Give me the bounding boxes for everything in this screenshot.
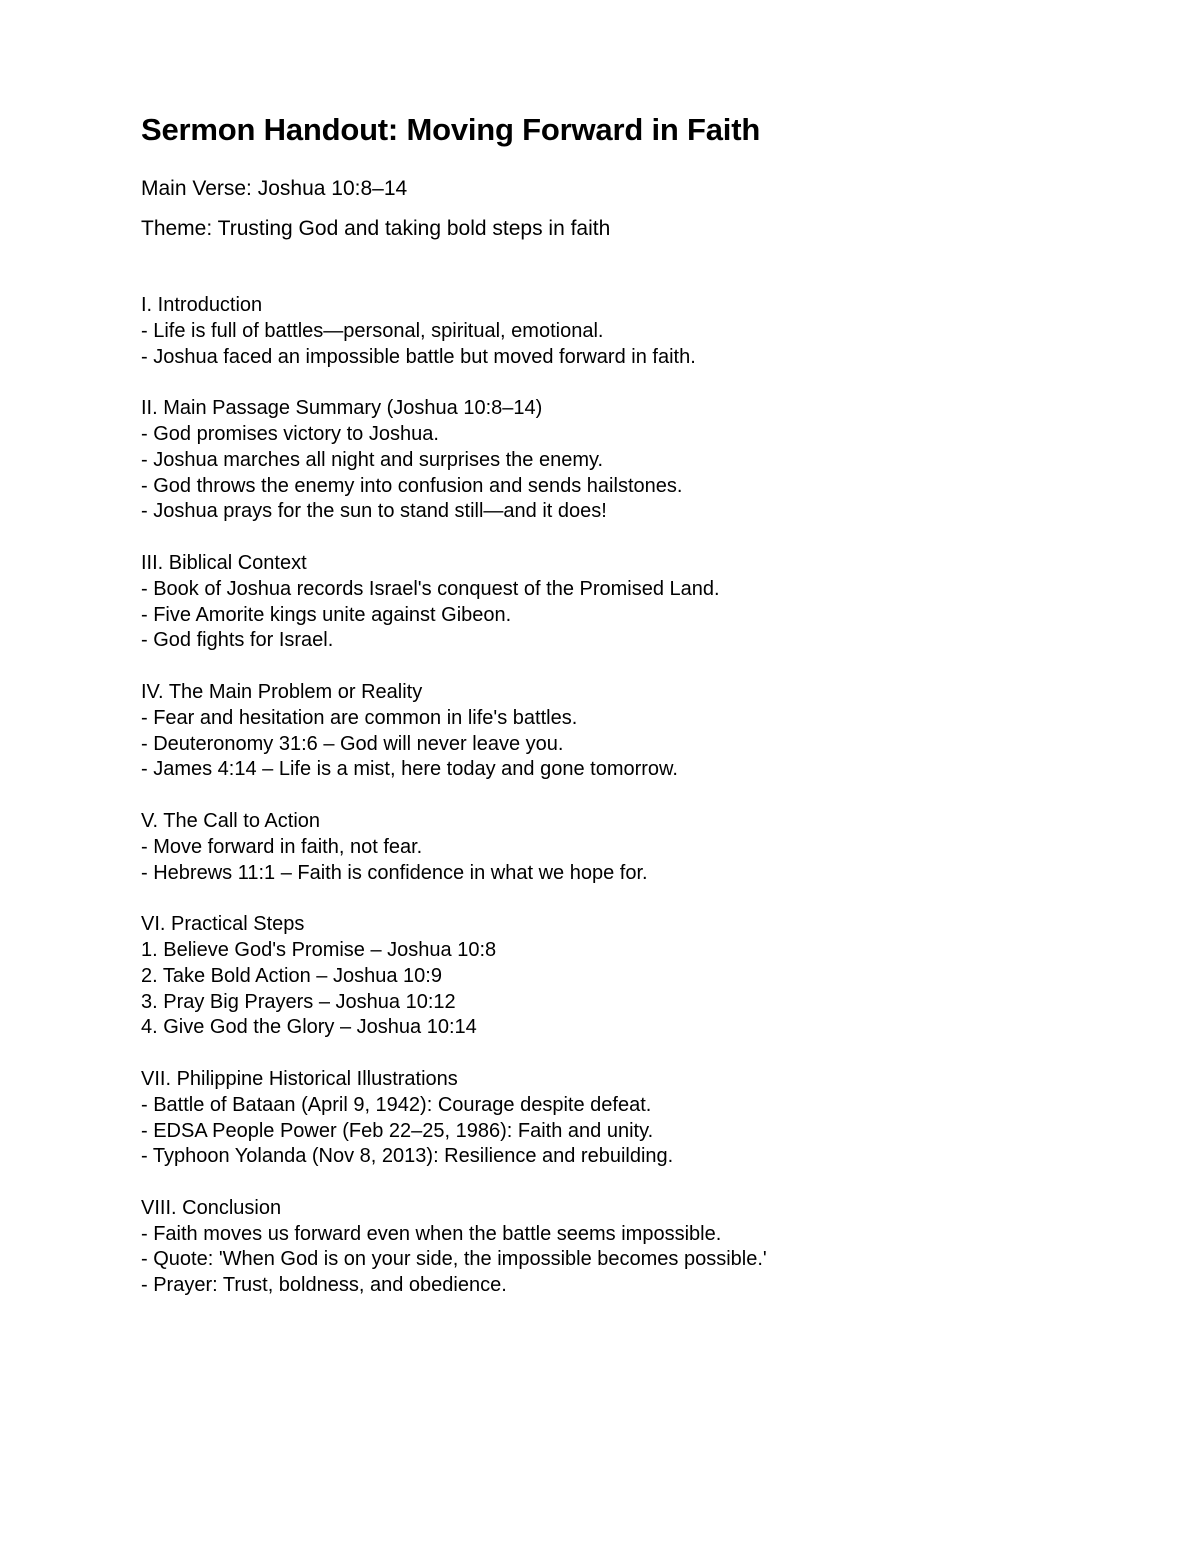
section-introduction (141, 293, 1121, 370)
section-heading: V. The Call to Action (141, 809, 321, 832)
document-page (141, 108, 1121, 1325)
list-item: - James 4:14 – Life is a mist, here today and gone tomorrow. (141, 758, 678, 781)
section-heading: III. Biblical Context (141, 551, 307, 574)
section-heading: VII. Philippine Historical Illustrations (141, 1067, 458, 1090)
list-item: - Fear and hesitation are common in life's battles. (141, 706, 578, 729)
list-item: - Hebrews 11:1 – Faith is confidence in what we hope for. (141, 861, 648, 884)
section-heading: VIII. Conclusion (141, 1196, 282, 1219)
section-biblical-context (141, 551, 1121, 654)
list-item: - Typhoon Yolanda (Nov 8, 2013): Resilience and rebuilding. (141, 1145, 674, 1168)
sermon-outline (141, 293, 1121, 1299)
list-item: - Joshua marches all night and surprises the enemy. (141, 448, 604, 471)
list-item: - Faith moves us forward even when the battle seems impossible. (141, 1222, 722, 1245)
section-main-problem (141, 680, 1121, 783)
list-item: 4. Give God the Glory – Joshua 10:14 (141, 1016, 477, 1039)
list-item: 3. Pray Big Prayers – Joshua 10:12 (141, 990, 456, 1013)
list-item: - God throws the enemy into confusion and sends hailstones. (141, 474, 683, 497)
section-heading: VI. Practical Steps (141, 913, 305, 936)
section-main-passage-summary (141, 396, 1121, 525)
list-item: 2. Take Bold Action – Joshua 10:9 (141, 964, 442, 987)
list-item: - Joshua prays for the sun to stand still—and it does! (141, 500, 607, 523)
section-heading: IV. The Main Problem or Reality (141, 680, 423, 703)
list-item: - Battle of Bataan (April 9, 1942): Courage despite defeat. (141, 1093, 652, 1116)
list-item: - God promises victory to Joshua. (141, 422, 439, 445)
list-item: - Prayer: Trust, boldness, and obedience. (141, 1274, 507, 1297)
list-item: - Deuteronomy 31:6 – God will never leave you. (141, 732, 564, 755)
list-item: - Move forward in faith, not fear. (141, 835, 423, 858)
list-item: - Life is full of battles—personal, spiritual, emotional. (141, 319, 604, 342)
section-conclusion (141, 1196, 1121, 1299)
list-item: 1. Believe God's Promise – Joshua 10:8 (141, 938, 497, 961)
section-call-to-action (141, 809, 1121, 886)
section-historical-illustrations (141, 1067, 1121, 1170)
list-item: - Quote: 'When God is on your side, the impossible becomes possible.' (141, 1248, 767, 1271)
section-practical-steps (141, 912, 1121, 1041)
section-heading: I. Introduction (141, 294, 263, 316)
document-title: Sermon Handout: Moving Forward in Faith (141, 112, 761, 147)
list-item: - Five Amorite kings unite against Gibeon. (141, 603, 512, 626)
list-item: - Joshua faced an impossible battle but moved forward in faith. (141, 345, 696, 368)
section-heading: II. Main Passage Summary (Joshua 10:8–14) (141, 397, 543, 420)
theme-line: Theme: Trusting God and taking bold steps in faith (141, 217, 611, 240)
list-item: - Book of Joshua records Israel's conquest of the Promised Land. (141, 577, 720, 600)
main-verse: Main Verse: Joshua 10:8–14 (141, 177, 408, 200)
list-item: - EDSA People Power (Feb 22–25, 1986): Faith and unity. (141, 1119, 654, 1142)
list-item: - God fights for Israel. (141, 629, 334, 652)
